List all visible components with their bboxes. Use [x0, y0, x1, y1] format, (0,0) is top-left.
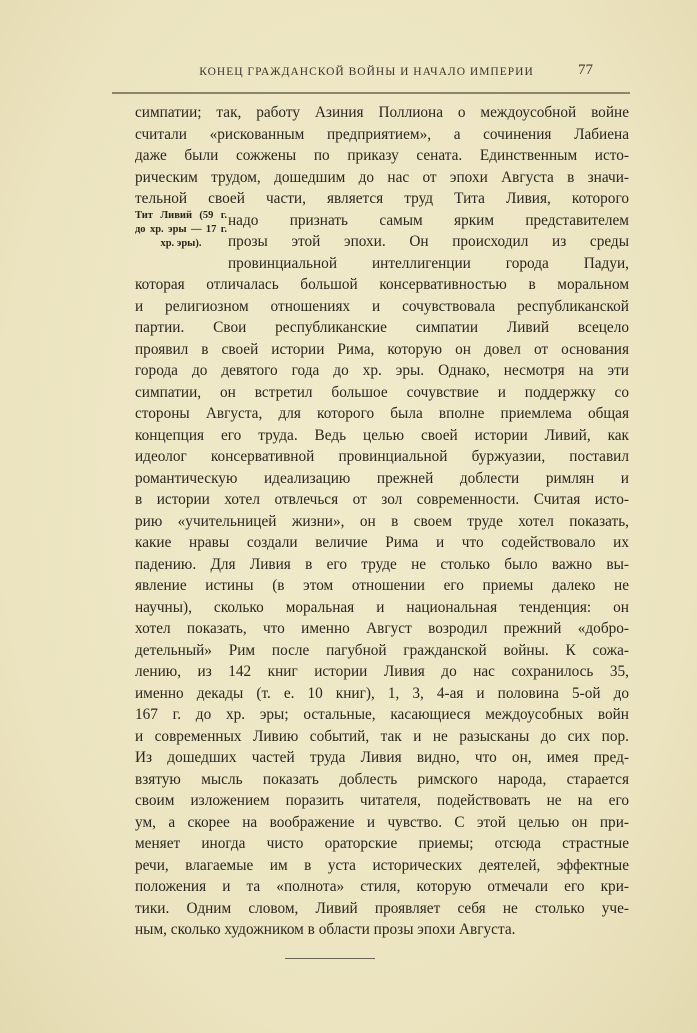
text-line: идеолог консервативной провинциальной буржуазии, поставил [135, 448, 629, 465]
text-line: симпатии; так, работу Азиния Поллиона о междоусобной войне [135, 104, 629, 121]
text-line: 167 г. до хр. эры; остальные, касающиеся междоусобных войн [135, 706, 629, 723]
text-line: падению. Для Ливия в его труде не столько было важно вы- [135, 555, 629, 573]
text-line: ным, сколько художником в области прозы эпохи Августа. [135, 921, 516, 938]
text-line: какие нравы создали величие Рима и что содействовало их [135, 534, 629, 551]
text-line: научны), сколько моральная и национальная тенденция: он [135, 598, 629, 616]
text-line: романтическую идеализацию прежней доблести римлян и [135, 469, 629, 487]
text-line: симпатии, он встретил большое сочувствие и поддержку со [135, 383, 629, 401]
text-line: Из дошедших частей труда Ливия видно, что он, имея пред- [135, 749, 629, 766]
text-line: лению, из 142 книг истории Ливия до нас сохранилось 35, [135, 663, 629, 680]
text-line: которая отличалась большой консервативностью в моральном [135, 276, 629, 293]
text-line: рическим трудом, дошедшим до нас от эпохи Августа в значи- [135, 168, 629, 186]
text-line: меняет иногда чисто ораторские приемы; отсюда страстные [135, 835, 629, 852]
text-line: своим изложением поразить читателя, подействовать не на его [135, 792, 629, 809]
text-line: и современных Ливию событий, так и не разысканы до сих пор. [135, 727, 629, 745]
text-line: тики. Одним словом, Ливий проявляет себя не столько уче- [135, 899, 629, 917]
text-line: провинциальной интеллигенции города Падуи, [228, 254, 629, 272]
text-line: стороны Августа, для которого была вполне приемлема общая [135, 405, 629, 422]
text-line: надо признать самым ярким представителем [228, 211, 629, 229]
body-text [135, 102, 629, 941]
text-line: прозы этой эпохи. Он происходил из среды [228, 233, 629, 250]
running-title: КОНЕЦ ГРАЖДАНСКОЙ ВОЙНЫ И НАЧАЛО ИМПЕРИИ [199, 66, 534, 78]
text-line: даже были сожжены по приказу сената. Единственным исто- [135, 147, 629, 164]
text-line: в истории хотел отвлечься от зол современности. Считая исто- [135, 491, 629, 508]
text-line: проявил в своей истории Рима, которую он довел от основания [135, 340, 629, 358]
text-line: считали «рискованным предприятием», а сочинения Лабиена [135, 125, 629, 143]
margin-note-line: хр. эры). [160, 238, 202, 249]
text-line: ум, а скорее на воображение и чувство. С этой целью он при- [135, 813, 629, 831]
text-line: явление истины (в этом отношении его приемы далеко не [135, 577, 629, 594]
margin-note-line: Тит Ливий (59 г. [135, 210, 227, 221]
text-line: тельной своей части, является труд Тита Ливия, которого [135, 190, 629, 207]
text-line: хотел показать, что именно Август возродил прежний «добро- [135, 620, 629, 637]
text-line: и религиозном отношениях и сочувствовала республиканской [135, 297, 629, 315]
text-line: рию «учительницей жизни», он в своем труде хотел показать, [135, 512, 629, 530]
text-line: города до девятого года до хр. эры. Однако, несмотря на эти [135, 362, 629, 379]
text-line: концепция его труда. Ведь целью своей истории Ливий, как [135, 426, 629, 444]
section-end-rule [285, 958, 375, 959]
page-number: 77 [578, 62, 593, 78]
text-line: детельный» Рим после пагубной гражданской войны. К сожа- [135, 641, 629, 659]
text-line: именно декады (т. е. 10 книг), 1, 3, 4-ая и половина 5-ой до [135, 684, 629, 702]
text-line: взятую мысль показать доблесть римского народа, старается [135, 770, 629, 788]
text-line: партии. Свои республиканские симпатии Ливий всецело [135, 319, 629, 336]
margin-note-line: до хр. эры — 17 г. [135, 224, 227, 235]
header-rule [112, 92, 630, 94]
text-line: речи, влагаемые им в уста исторических деятелей, эффектные [135, 856, 629, 874]
text-line: положения и та «полнота» стиля, которую отмечали его кри- [135, 878, 629, 895]
